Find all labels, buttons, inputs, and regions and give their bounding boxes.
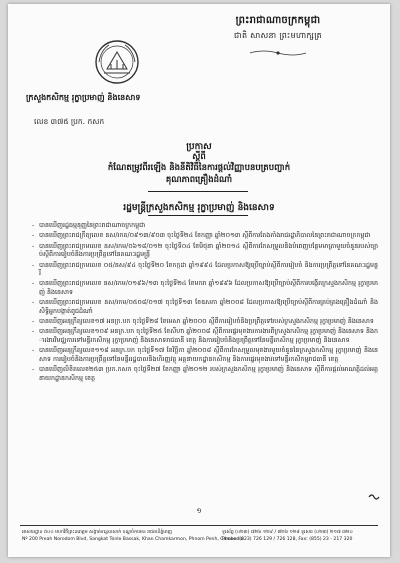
phone-english: Phone: (023) 726 129 / 726 128, Fax: (855) 23 - 217 320	[222, 537, 353, 542]
announcement-subject: កំណែតម្រូវពីរឡើង និងនីតិវិធីនៃការផ្តល់វិញ្ញាបនបត្របញ្ជាក់	[107, 163, 291, 173]
minister-title: រដ្ឋមន្ត្រីក្រសួងកសិកម្ម រុក្ខាប្រមាញ់ និងនេសាទ	[123, 203, 275, 213]
divider	[148, 191, 248, 192]
list-item: - បានឃើញព្រះរាជក្រមលេខ នស/រកម/០៦១៨/០១២ ចុះថ្ងៃទី០៤ ខែមិថុនា ឆ្នាំ២០១៤ ស្តីពីការកែសម្រួលនិងបំពេញបន្ថែមមាត្រាមួយចំនួនរបស់ច្បាប់ស្តីពីការរៀបចំនិងការប្រព្រឹត្តទៅនៃគណៈរដ្ឋមន្ត្រី	[32, 242, 378, 259]
reference-number: លេខ ៣៧៥ ប្រក. កសក	[34, 117, 105, 126]
page-number: ១	[196, 507, 202, 515]
address-english: Nº 200 Preah Norodom Blvd, Sangkat Tonle Bassak, Khan Chamkarmon, Phnom Penh, Cambodia	[22, 537, 244, 542]
list-item: - បានឃើញព្រះរាជក្រឹត្យលេខ នស/រកត/០៩១៣/៩០៣ ចុះថ្ងៃទី២៤ ខែកញ្ញា ឆ្នាំ២០១៣ ស្តីពីការតែងតាំងរាជរដ្ឋាភិបាលនៃព្រះរាជាណាចក្រកម្ពុជា	[32, 232, 371, 240]
list-item: - បានឃើញព្រះរាជក្រមលេខ នស/រកម/០៥០៨/០១៧ ចុះថ្ងៃទី១៣ ខែឧសភា ឆ្នាំ២០០៨ ដែលប្រកាសឱ្យប្រើច្បាប់ស្តីពីការគ្រប់គ្រងគ្រឿងដំណាំ និងសិទ្ធិអ្នកបង្កាត់ពូជដំណាំ	[32, 299, 378, 315]
address-khmer: អាសយដ្ឋាន ៥០០ មហាវិថីព្រះនរោត្តម សង្កាត់ទន្លេបាសាក់ ខណ្ឌចំការមន រាជធានីភ្នំពេញ	[22, 530, 172, 535]
list-item: - បានឃើញលិខិតលេខ២៥៣ ប្រក.កសក ចុះថ្ងៃទី២៧ ខែកញ្ញា ឆ្នាំ២០១២ របស់ក្រសួងកសិកម្ម រុក្ខាប្រមាញ់ និងនេសាទ ស្តីពីការផ្តល់អាណត្តិដល់អគ្គនាយកដ្ឋានកសិកម្ម ខេត្ត	[32, 366, 378, 382]
list-item: - បានឃើញអនុក្រឹត្យលេខ១០៩ អនក្រ.បក ចុះថ្ងៃទី២៥ ខែសីហា ឆ្នាំ២០០៨ ស្តីពីការផ្ទេរមុខងារការងារពីក្រសួងកសិកម្ម រុក្ខាប្រមាញ់ និងនេសាទ និងការងារវិមជ្ឈការទៅមន្ទីរកសិកម្ម រុក្ខាប្រមាញ់ និងនេសាទរាជធានី ខេត្ត និងការរៀបចំនិងប្រព្រឹត្តទៅនៃមន្ទីរកសិកម្ម រុក្ខាប្រមាញ់ និងនេសាទ	[32, 328, 379, 344]
ministry-seal-icon	[92, 38, 142, 86]
letterhead	[168, 13, 388, 61]
document-page	[8, 4, 390, 557]
ministry-name: ក្រសួងកសិកម្ម រុក្ខាប្រមាញ់ និងនេសាទ	[26, 92, 141, 102]
announcement-about: ស្តីពី	[192, 152, 206, 162]
ornament-icon	[248, 49, 308, 57]
announcement-subject-cont: គុណភាពគ្រឿងដំណាំ	[165, 175, 233, 185]
pen-mark-icon	[368, 492, 380, 502]
list-item: - បានឃើញព្រះរាជក្រមលេខ ០៥/នស/៩៤ ចុះថ្ងៃទី២០ ខែកក្កដា ឆ្នាំ១៩៩៤ ដែលប្រកាសឱ្យប្រើច្បាប់ស្តីពីការរៀបចំ និងការប្រព្រឹត្តទៅនៃគណៈរដ្ឋមន្ត្រី	[32, 261, 378, 278]
phone-khmer: ទូរស័ព្ទ (០២៣) ៧២៦ ១២៩ / ៧២៦ ១២៨ ទូរសារ (០២៣) ២១៧ ៣២០	[222, 530, 353, 535]
announcement-kind: ប្រកាស	[186, 142, 212, 152]
kingdom-title: ព្រះរាជាណាចក្រកម្ពុជា	[235, 15, 321, 26]
divider	[148, 215, 248, 216]
list-item: - បានឃើញអនុក្រឹត្យលេខ១៧ អនក្រ.បក ចុះថ្ងៃទី២៨ ខែមេសា ឆ្នាំ២០០០ ស្តីពីការរៀបចំនិងប្រព្រឹត្តទៅរបស់ក្រសួងកសិកម្ម រុក្ខាប្រមាញ់ និងនេសាទ	[32, 318, 374, 326]
list-item: - បានឃើញអនុក្រឹត្យលេខ១១៨ អនក្រ.បក ចុះថ្ងៃទី១៧ ខែវិច្ឆិកា ឆ្នាំ២០០៨ ស្តីពីការកែសម្រួលមុខងារមួយចំនួននៃក្រសួងកសិកម្ម រុក្ខាប្រមាញ់ និងនេសាទ ការរៀបចំនិងការប្រព្រឹត្តទៅនៃមន្ទីររដ្ឋបាលនិងហិរញ្ញវត្ថុ អគ្គនាយកដ្ឋានកសិកម្ម និងការផ្ទេរមុខងារទៅមន្ទីរកសិកម្មរាជធានី ខេត្ត	[32, 347, 378, 363]
reference-list	[32, 222, 378, 385]
footer-address	[22, 529, 244, 543]
national-motto: ជាតិ សាសនា ព្រះមហាក្សត្រ	[234, 31, 322, 40]
list-item: - បានឃើញរដ្ឋធម្មនុញ្ញនៃព្រះរាជាណាចក្រកម្ពុជា	[32, 222, 146, 229]
list-item: - បានឃើញព្រះរាជក្រមលេខ នស/រកម/០១៩៦/១៣ ចុះថ្ងៃទី២៤ ខែមករា ឆ្នាំ១៩៩៦ ដែលប្រកាសឱ្យប្រើច្បាប់ស្តីពីការបង្កើតក្រសួងកសិកម្ម រុក្ខាប្រមាញ់ និងនេសាទ	[32, 280, 378, 296]
footer-contact	[222, 529, 382, 543]
footer-divider	[20, 525, 378, 526]
